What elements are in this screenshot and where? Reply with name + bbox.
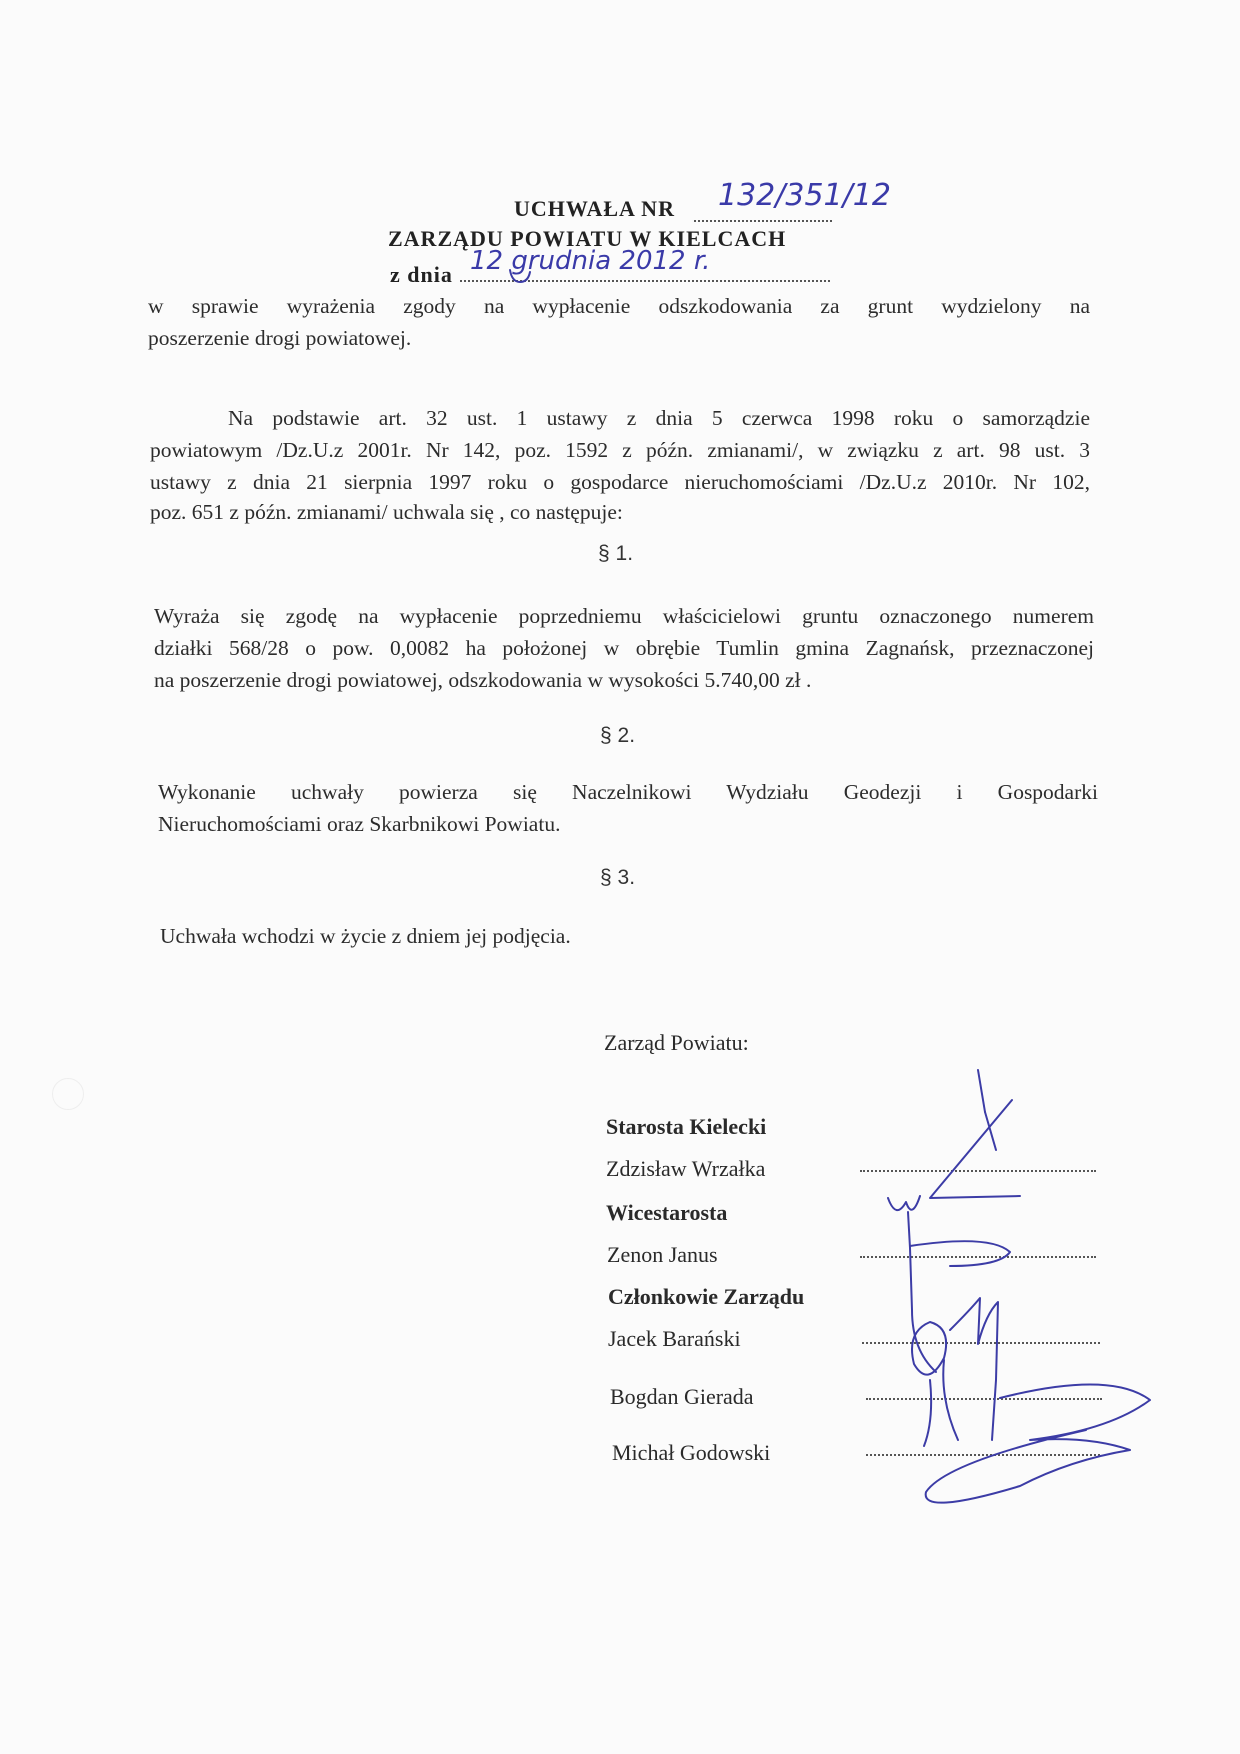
preamble-line-1: Na podstawie art. 32 ust. 1 ustawy z dnia 5 czerwca 1998 roku o samorządzie — [228, 406, 1090, 430]
section-1-line-1: Wyraża się zgodę na wypłacenie poprzedniemu właścicielowi gruntu oznaczonego numerem — [154, 604, 1094, 628]
resolution-title: UCHWAŁA NR — [514, 196, 675, 221]
member-1-signature — [912, 1298, 998, 1440]
preamble-line-2: powiatowym /Dz.U.z 2001r. Nr 142, poz. 1592 z późn. zmianami/, w związku z art. 98 ust. 3 — [150, 438, 1090, 462]
section-1-line-2: działki 568/28 o pow. 0,0082 ha położonej w obrębie Tumlin gmina Zagnańsk, przeznaczonej — [154, 636, 1094, 660]
board-name: ZARZĄDU POWIATU W KIELCACH — [388, 226, 787, 251]
date-prefix: z dnia — [390, 262, 453, 287]
subject-line-2: poszerzenie drogi powiatowej. — [148, 326, 412, 350]
resolution-number-handwritten: 132/351/12 — [718, 178, 891, 213]
section-3-sign: § 3. — [600, 866, 636, 889]
section-3-line-1: Uchwała wchodzi w życie z dniem jej podjęcia. — [160, 924, 571, 948]
member-2-signature — [924, 1360, 958, 1446]
member-1-name: Jacek Barański — [608, 1326, 741, 1351]
section-1-line-3: na poszerzenie drogi powiatowej, odszkodowania w wysokości 5.740,00 zł . — [154, 668, 812, 692]
preamble-line-4: poz. 651 z późn. zmianami/ uchwala się , co następuje: — [150, 500, 623, 524]
section-1-sign: § 1. — [598, 542, 634, 565]
wicestarosta-signature — [888, 1196, 1010, 1266]
members-title: Członkowie Zarządu — [608, 1284, 805, 1309]
punch-hole — [52, 1078, 84, 1110]
preamble-line-3: ustawy z dnia 21 sierpnia 1997 roku o gospodarce nieruchomościami /Dz.U.z 2010r. Nr 102, — [150, 470, 1090, 494]
starosta-signature — [930, 1070, 1020, 1198]
date-ink-hook — [510, 270, 530, 282]
member-2-name: Bogdan Gierada — [610, 1384, 754, 1409]
starosta-name: Zdzisław Wrzałka — [606, 1156, 766, 1181]
date-handwritten: 12 grudnia 2012 r. — [470, 246, 711, 276]
member-3-signature — [926, 1384, 1150, 1502]
board-signatures-label: Zarząd Powiatu: — [604, 1030, 749, 1055]
section-2-sign: § 2. — [600, 724, 636, 747]
section-2-line-1: Wykonanie uchwały powierza się Naczelnikowi Wydziału Geodezji i Gospodarki — [158, 780, 1098, 804]
wicestarosta-signature-tail — [910, 1248, 936, 1372]
wicestarosta-title: Wicestarosta — [606, 1200, 728, 1225]
wicestarosta-name: Zenon Janus — [607, 1242, 718, 1267]
member-3-name: Michał Godowski — [612, 1440, 771, 1465]
starosta-title: Starosta Kielecki — [606, 1114, 767, 1139]
section-2-line-2: Nieruchomościami oraz Skarbnikowi Powiatu. — [158, 812, 561, 836]
subject-line-1: w sprawie wyrażenia zgody na wypłacenie odszkodowania za grunt wydzielony na — [148, 294, 1090, 318]
